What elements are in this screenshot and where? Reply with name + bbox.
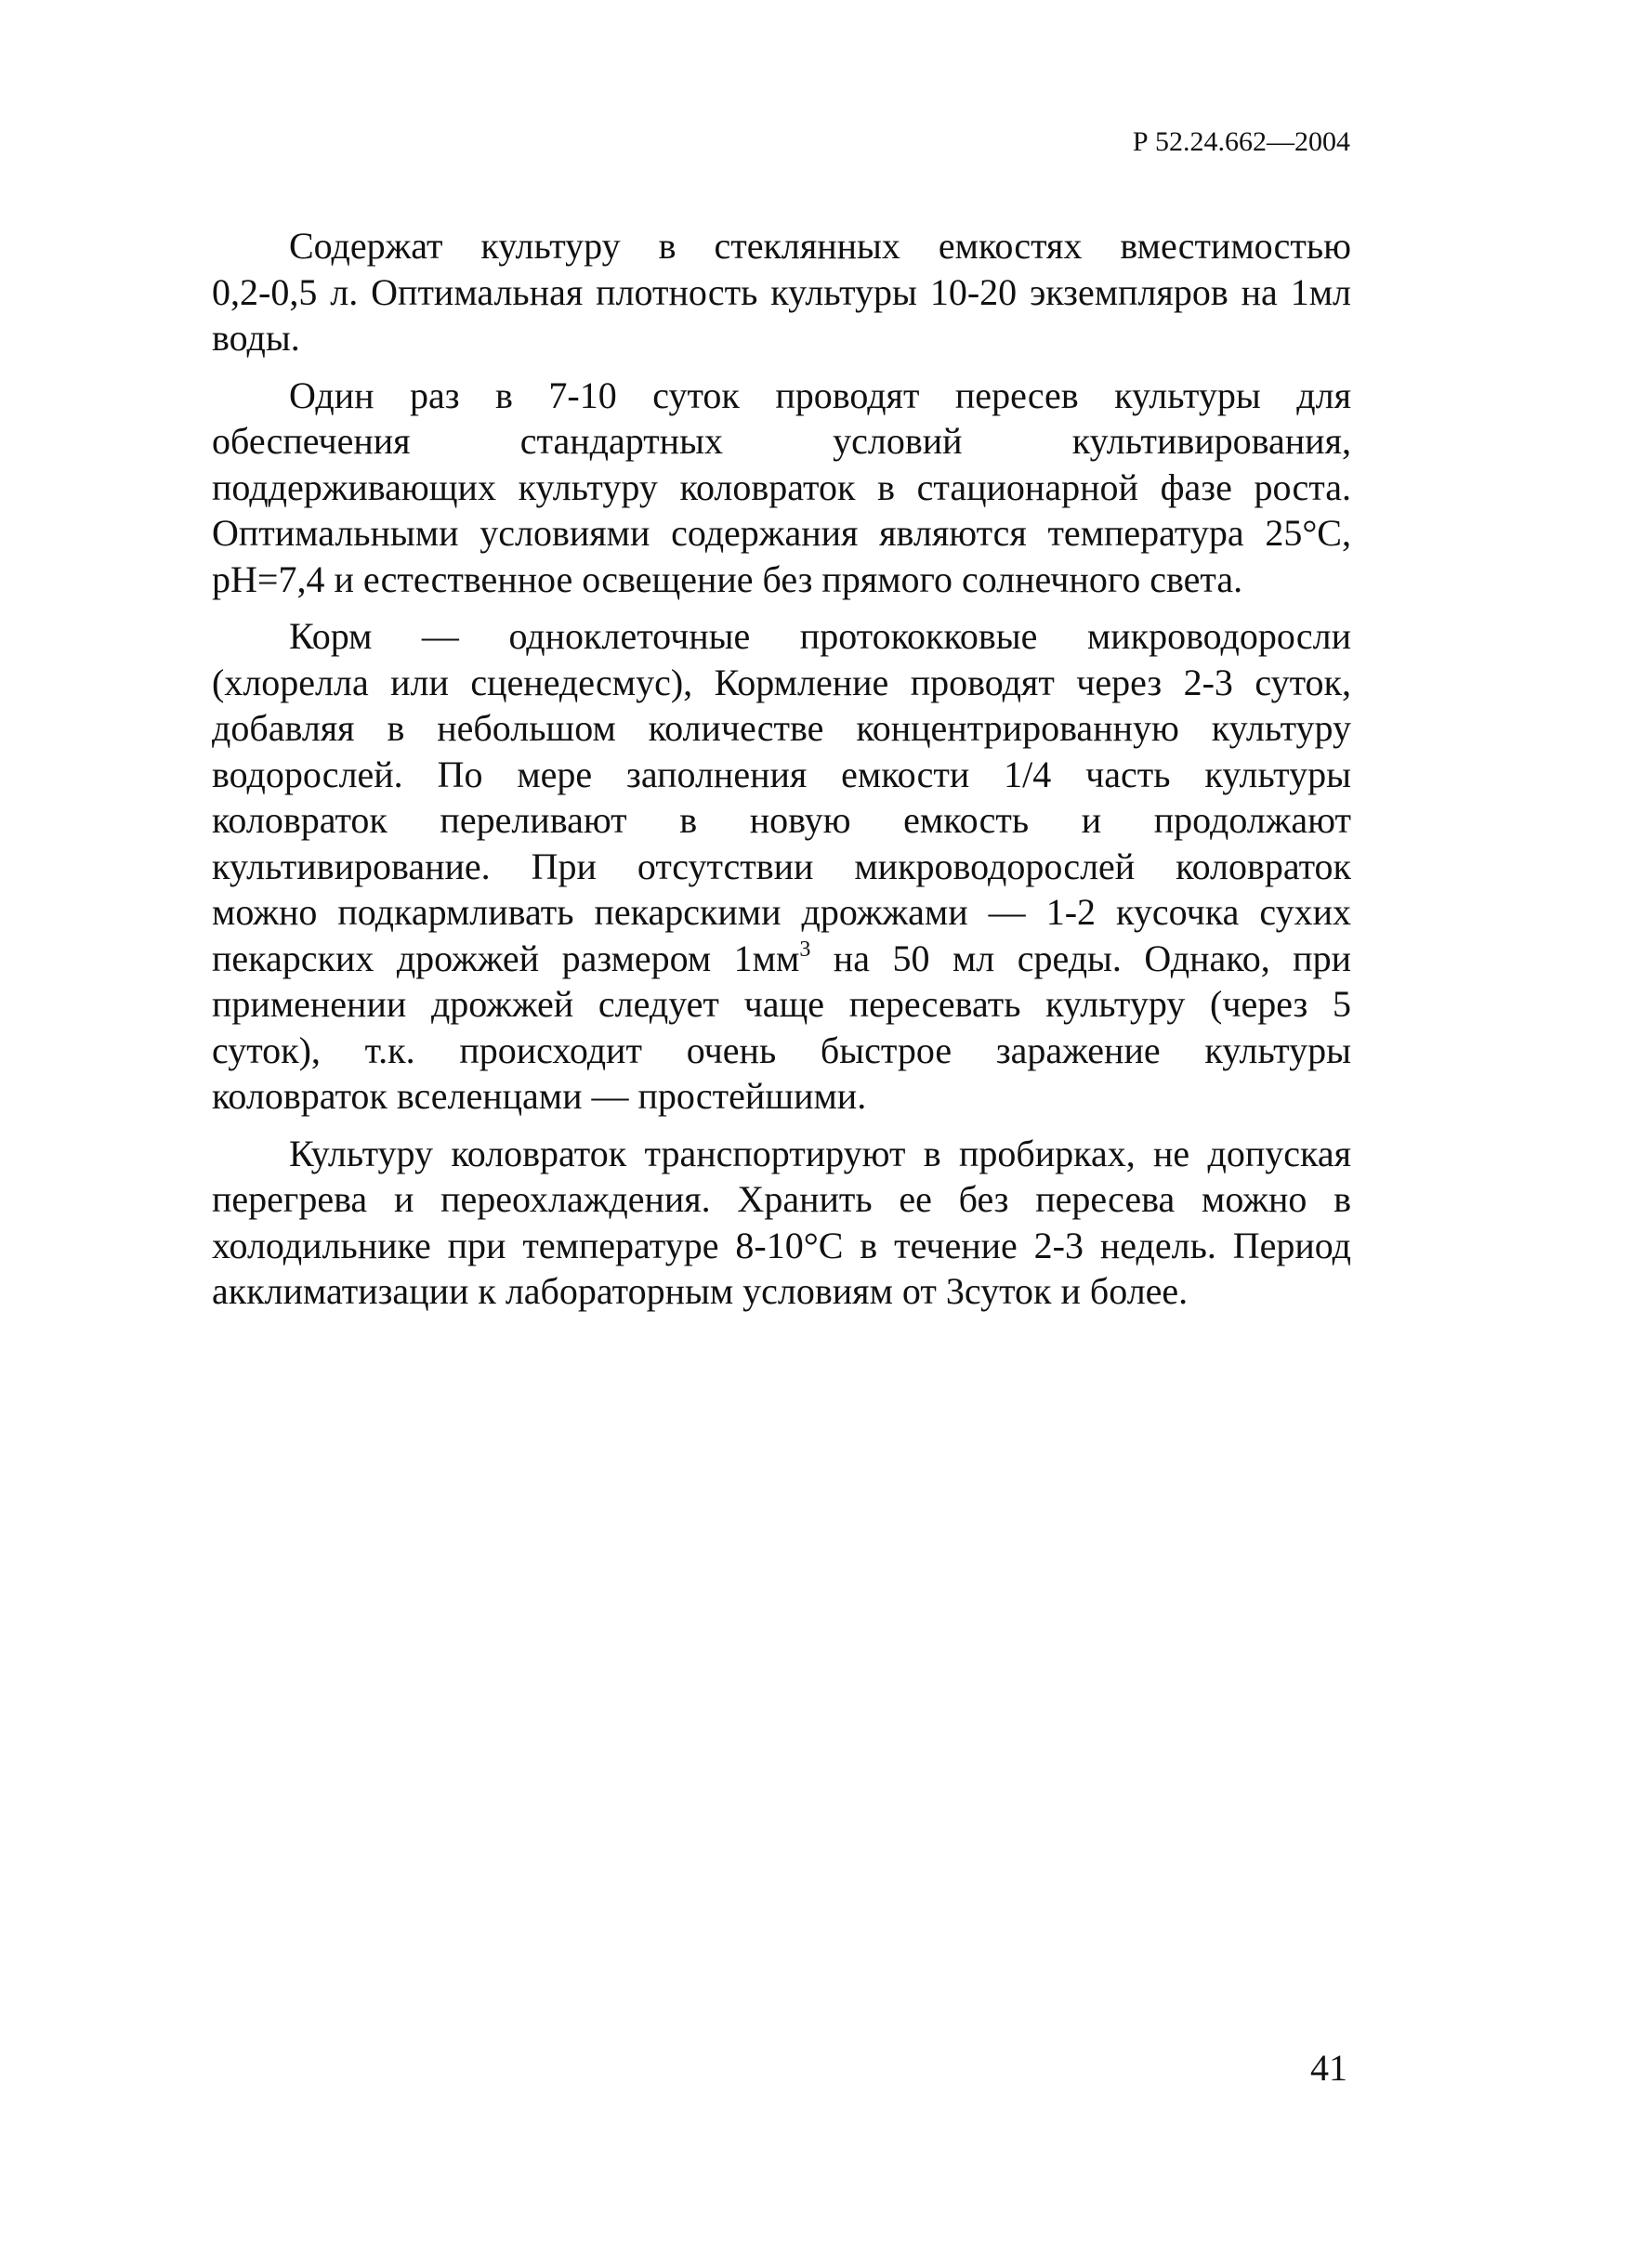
page-number: 41 [1310, 2047, 1347, 2089]
text-line: Оптимальными условиями содержания являются температура 25°С, [212, 512, 1351, 554]
superscript: 3 [799, 937, 811, 962]
text-line: добавляя в небольшом количестве концентрированную культуру [212, 707, 1351, 749]
text-line: рН=7,4 и естественное освещение без прямого солнечного света. [212, 557, 1243, 600]
text-line: холодильнике при температуре 8-10°С в течение 2-3 недель. Период [212, 1224, 1351, 1266]
text-line: Корм — одноклеточные протококковые микроводоросли [289, 615, 1351, 657]
text-line: поддерживающих культуру коловраток в стационарной фазе роста. [212, 465, 1351, 508]
text-line: Культуру коловраток транспортируют в пробирках, не допуская [289, 1132, 1351, 1174]
text-line: Один раз в 7-10 суток проводят пересев культуры для [289, 374, 1351, 416]
paragraph-1 [212, 223, 1351, 361]
text-segment: на 50 мл среды. Однако, при [810, 937, 1351, 979]
text-line: (хлорелла или сценедесмус), Кормление проводят через 2-3 суток, [212, 661, 1351, 703]
text-line: перегрева и переохлаждения. Хранить ее без пересева можно в [212, 1178, 1351, 1220]
text-line: 0,2-0,5 л. Оптимальная плотность культуры 10-20 экземпляров на 1мл [212, 270, 1351, 313]
paragraph-2 [212, 373, 1351, 603]
text-line: культивирование. При отсутствии микроводорослей коловраток [212, 845, 1351, 887]
text-line-with-superscript [212, 936, 1351, 982]
text-line: акклиматизации к лабораторным условиям от 3суток и более. [212, 1270, 1189, 1312]
text-line: можно подкармливать пекарскими дрожжами — 1-2 кусочка сухих [212, 891, 1351, 933]
body-text [212, 223, 1351, 1326]
text-line: применении дрожжей следует чаще пересевать культуру (через 5 [212, 983, 1351, 1025]
text-segment: пекарских дрожжей размером 1мм [212, 937, 800, 979]
text-line: обеспечения стандартных условий культивирования, [212, 420, 1351, 462]
text-line: водорослей. По мере заполнения емкости 1/4 часть культуры [212, 753, 1351, 795]
paragraph-3 [212, 613, 1351, 1120]
paragraph-4 [212, 1131, 1351, 1315]
text-line: суток), т.к. происходит очень быстрое заражение культуры [212, 1029, 1351, 1071]
document-code: Р 52.24.662—2004 [1132, 126, 1350, 157]
text-line: коловраток переливают в новую емкость и продолжают [212, 799, 1351, 841]
text-line: коловраток вселенцами — простейшими. [212, 1075, 867, 1117]
text-line: Содержат культуру в стеклянных емкостях вместимостью [289, 225, 1351, 267]
text-line: воды. [212, 317, 300, 359]
